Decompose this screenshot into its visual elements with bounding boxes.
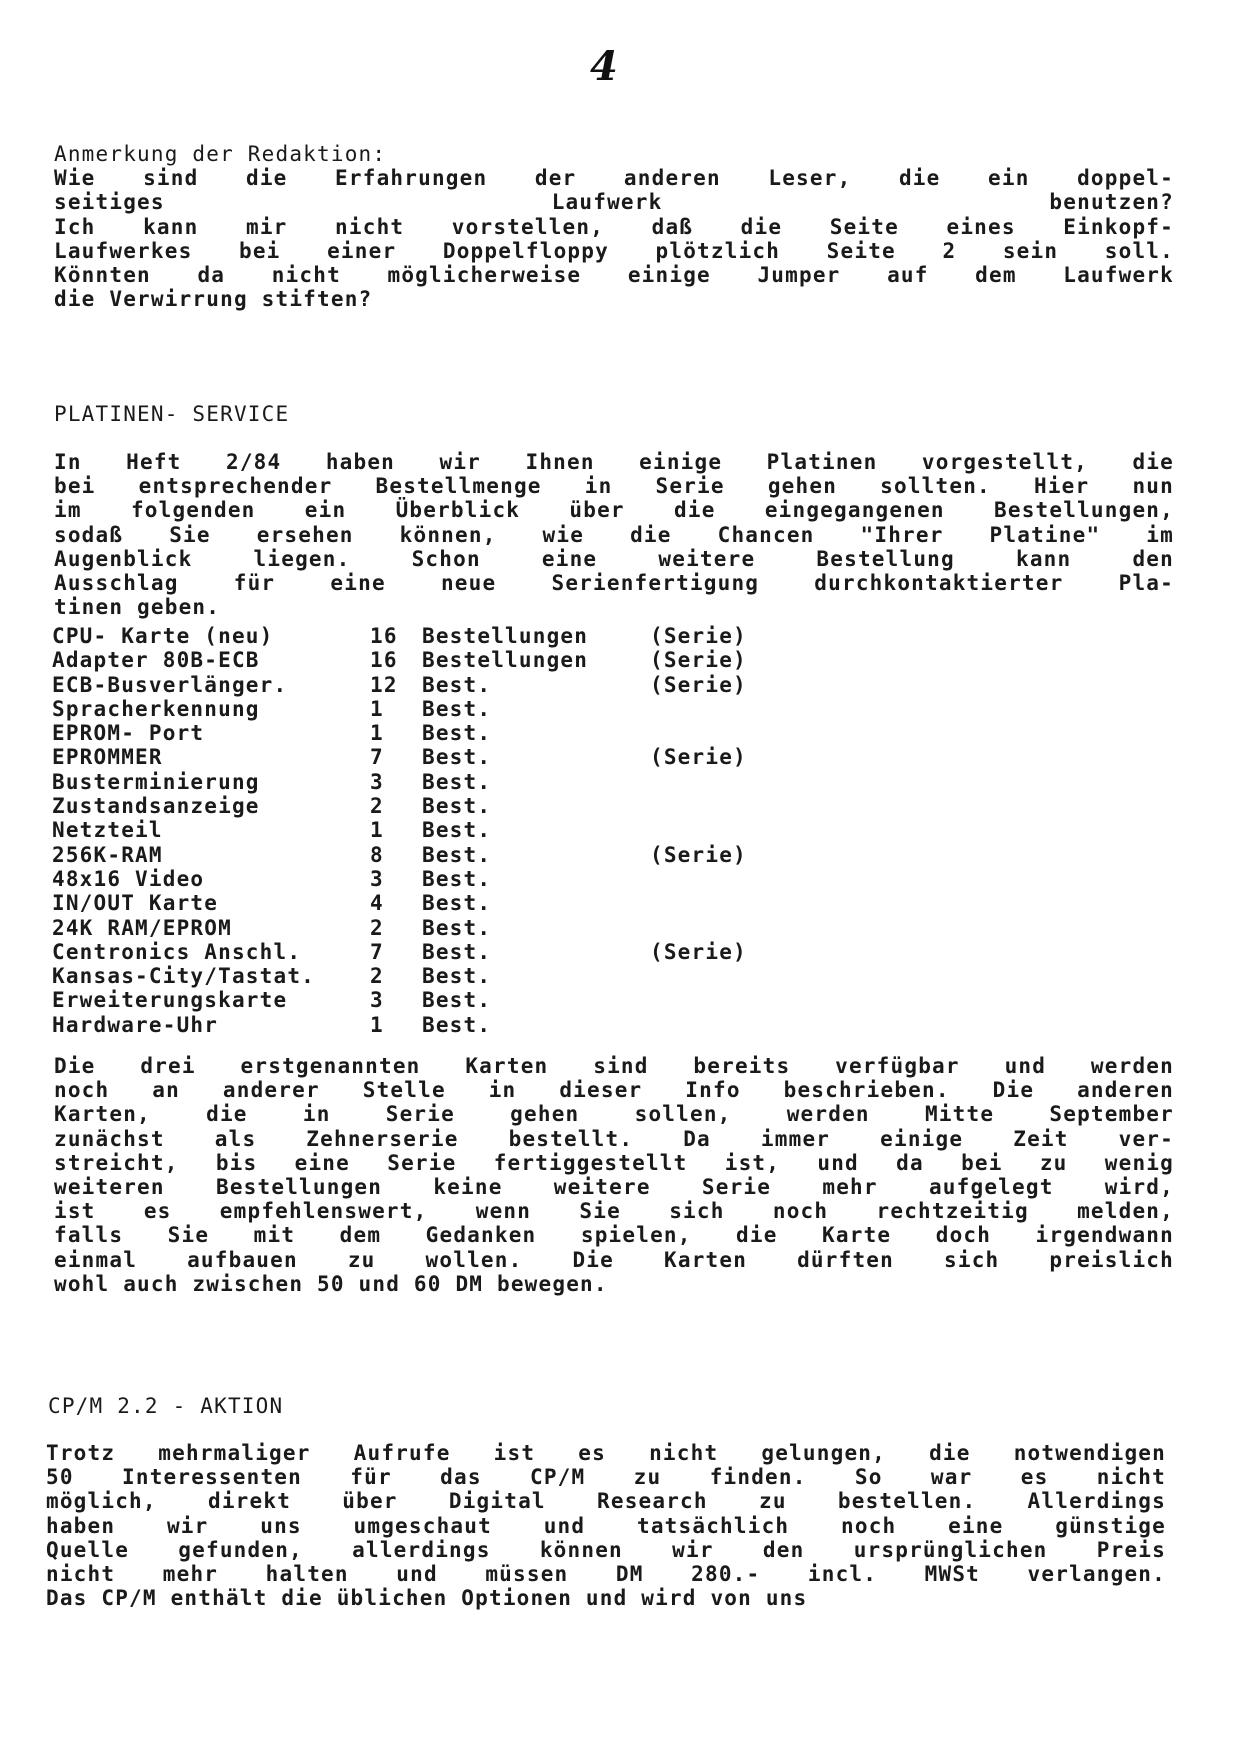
order-serie — [650, 721, 790, 745]
order-name: EPROM- Port — [52, 721, 205, 746]
order-label: Best. — [422, 866, 492, 891]
order-row — [52, 867, 790, 891]
order-name: Busterminierung — [52, 769, 260, 794]
order-name: EPROMMER — [52, 745, 163, 770]
order-name: Spracherkennung — [52, 696, 260, 721]
order-name: 24K RAM/EPROM — [52, 915, 232, 940]
editor-note-line: Laufwerkes bei einer Doppelfloppy plötzlich Seite 2 sein soll. — [54, 238, 1174, 263]
order-row — [52, 940, 790, 964]
order-label: Best. — [422, 1012, 492, 1037]
order-name: Hardware-Uhr — [52, 1012, 219, 1037]
order-label: Best. — [422, 915, 492, 940]
order-count: 3 — [370, 769, 384, 794]
order-count: 16 — [370, 648, 398, 673]
order-name: 256K-RAM — [52, 842, 163, 867]
order-name: Erweiterungskarte — [52, 988, 288, 1013]
cpm-line: haben wir uns umgeschaut und tatsächlich noch eine günstige — [46, 1513, 1166, 1538]
order-label: Best. — [422, 696, 492, 721]
platinen-intro-line: im folgenden ein Überblick über die eingegangenen Bestellungen, — [54, 498, 1174, 523]
order-row — [52, 891, 790, 915]
order-serie: (Serie) — [650, 672, 747, 697]
editor-note-line: Könnten da nicht möglicherweise einige Jumper auf dem Laufwerk — [54, 263, 1174, 288]
order-name: Adapter 80B-ECB — [52, 648, 260, 673]
cpm-heading: CP/M 2.2 - AKTION — [48, 1394, 284, 1418]
orders-table — [52, 624, 790, 1037]
platinen-intro-line: Augenblick liegen. Schon eine weitere Bestellung kann den — [54, 546, 1174, 571]
cpm-line: Trotz mehrmaliger Aufrufe ist es nicht gelungen, die notwendigen — [46, 1441, 1166, 1465]
cpm-line: 50 Interessenten für das CP/M zu finden. So war es nicht — [46, 1465, 1166, 1490]
editor-note-line: Wie sind die Erfahrungen der anderen Leser, die ein doppel- — [54, 166, 1174, 191]
order-row — [52, 770, 790, 794]
order-serie — [650, 818, 790, 842]
platinen-closing — [54, 1054, 1174, 1296]
order-name: CPU- Karte (neu) — [52, 624, 274, 648]
order-count: 12 — [370, 672, 398, 697]
order-serie — [650, 794, 790, 818]
order-count: 1 — [370, 818, 384, 843]
order-name: Zustandsanzeige — [52, 794, 260, 819]
order-count: 4 — [370, 891, 384, 916]
order-name: Kansas-City/Tastat. — [52, 964, 316, 989]
order-row — [52, 624, 790, 648]
page-number: 4 — [590, 43, 618, 90]
order-label: Best. — [422, 818, 492, 843]
order-label: Bestellungen — [422, 624, 589, 648]
platinen-closing-line: einmal aufbauen zu wollen. Die Karten dürften sich preislich — [54, 1247, 1174, 1272]
order-label: Best. — [422, 745, 492, 770]
order-label: Best. — [422, 672, 492, 697]
order-name: Centronics Anschl. — [52, 939, 302, 964]
order-count: 1 — [370, 721, 384, 746]
order-count: 7 — [370, 939, 384, 964]
cpm-line: möglich, direkt über Digital Research zu bestellen. Allerdings — [46, 1489, 1166, 1514]
order-count: 2 — [370, 964, 384, 989]
order-row — [52, 988, 790, 1012]
platinen-closing-body — [54, 1054, 1174, 1296]
platinen-intro-line: tinen geben. — [54, 595, 221, 620]
order-row — [52, 745, 790, 769]
platinen-heading: PLATINEN- SERVICE — [54, 402, 290, 426]
order-serie — [650, 988, 790, 1012]
cpm-line: nicht mehr halten und müssen DM 280.- incl. MWSt verlangen. — [46, 1562, 1166, 1587]
editor-note-title: Anmerkung der Redaktion: — [54, 142, 387, 166]
order-row — [52, 673, 790, 697]
platinen-intro-line: bei entsprechender Bestellmenge in Serie gehen sollten. Hier nun — [54, 474, 1174, 499]
order-label: Best. — [422, 721, 492, 746]
order-label: Best. — [422, 939, 492, 964]
platinen-closing-line: Die drei erstgenannten Karten sind bereits verfügbar und werden — [54, 1054, 1174, 1078]
order-name: Netzteil — [52, 818, 163, 843]
order-row — [52, 794, 790, 818]
order-name: ECB-Busverlänger. — [52, 672, 288, 697]
platinen-closing-line: noch an anderer Stelle in dieser Info beschrieben. Die anderen — [54, 1078, 1174, 1103]
editor-note-body — [54, 166, 1174, 311]
cpm-body-text — [46, 1441, 1166, 1610]
order-row — [52, 964, 790, 988]
order-row — [52, 1013, 790, 1037]
order-row — [52, 648, 790, 672]
cpm-line: Quelle gefunden, allerdings können wir den ursprünglichen Preis — [46, 1537, 1166, 1562]
order-name: IN/OUT Karte — [52, 891, 219, 916]
order-serie — [650, 916, 790, 940]
cpm-body — [46, 1441, 1166, 1610]
platinen-closing-line: ist es empfehlenswert, wenn Sie sich noch rechtzeitig melden, — [54, 1199, 1174, 1224]
order-count: 3 — [370, 988, 384, 1013]
order-serie — [650, 964, 790, 988]
order-row — [52, 843, 790, 867]
order-count: 2 — [370, 794, 384, 819]
platinen-closing-line: falls Sie mit dem Gedanken spielen, die Karte doch irgendwann — [54, 1223, 1174, 1248]
platinen-intro-line: In Heft 2/84 haben wir Ihnen einige Platinen vorgestellt, die — [54, 450, 1174, 474]
platinen-closing-line: streicht, bis eine Serie fertiggestellt ist, und da bei zu wenig — [54, 1150, 1174, 1175]
order-label: Best. — [422, 842, 492, 867]
order-serie: (Serie) — [650, 624, 747, 648]
platinen-intro-body — [54, 450, 1174, 619]
editor-note — [54, 142, 1174, 311]
order-row — [52, 818, 790, 842]
order-serie — [650, 697, 790, 721]
platinen-closing-line: Karten, die in Serie gehen sollen, werden Mitte September — [54, 1102, 1174, 1127]
platinen-closing-line: weiteren Bestellungen keine weitere Serie mehr aufgelegt wird, — [54, 1175, 1174, 1200]
order-count: 16 — [370, 624, 398, 648]
platinen-intro-line: Ausschlag für eine neue Serienfertigung durchkontaktierter Pla- — [54, 571, 1174, 596]
order-label: Best. — [422, 964, 492, 989]
order-row — [52, 916, 790, 940]
order-serie — [650, 1013, 790, 1037]
order-count: 1 — [370, 696, 384, 721]
order-label: Bestellungen — [422, 648, 589, 673]
platinen-closing-line: zunächst als Zehnerserie bestellt. Da immer einige Zeit ver- — [54, 1126, 1174, 1151]
editor-note-line: Ich kann mir nicht vorstellen, daß die Seite eines Einkopf- — [54, 214, 1174, 239]
order-label: Best. — [422, 988, 492, 1013]
order-count: 3 — [370, 866, 384, 891]
order-count: 1 — [370, 1012, 384, 1037]
order-serie: (Serie) — [650, 939, 747, 964]
editor-note-line: die Verwirrung stiften? — [54, 287, 373, 312]
order-row — [52, 697, 790, 721]
order-row — [52, 721, 790, 745]
editor-note-line: seitiges Laufwerk benutzen? — [54, 190, 1174, 215]
order-label: Best. — [422, 769, 492, 794]
cpm-line: Das CP/M enthält die üblichen Optionen und wird von uns — [46, 1586, 808, 1611]
platinen-intro — [54, 450, 1174, 619]
order-serie — [650, 867, 790, 891]
order-count: 8 — [370, 842, 384, 867]
order-label: Best. — [422, 891, 492, 916]
platinen-closing-line: wohl auch zwischen 50 und 60 DM bewegen. — [54, 1271, 608, 1296]
order-count: 2 — [370, 915, 384, 940]
order-serie: (Serie) — [650, 842, 747, 867]
order-serie: (Serie) — [650, 745, 747, 770]
order-count: 7 — [370, 745, 384, 770]
order-serie — [650, 891, 790, 915]
order-name: 48x16 Video — [52, 866, 205, 891]
order-serie — [650, 770, 790, 794]
order-serie: (Serie) — [650, 648, 747, 673]
order-label: Best. — [422, 794, 492, 819]
platinen-intro-line: sodaß Sie ersehen können, wie die Chancen "Ihrer Platine" im — [54, 522, 1174, 547]
